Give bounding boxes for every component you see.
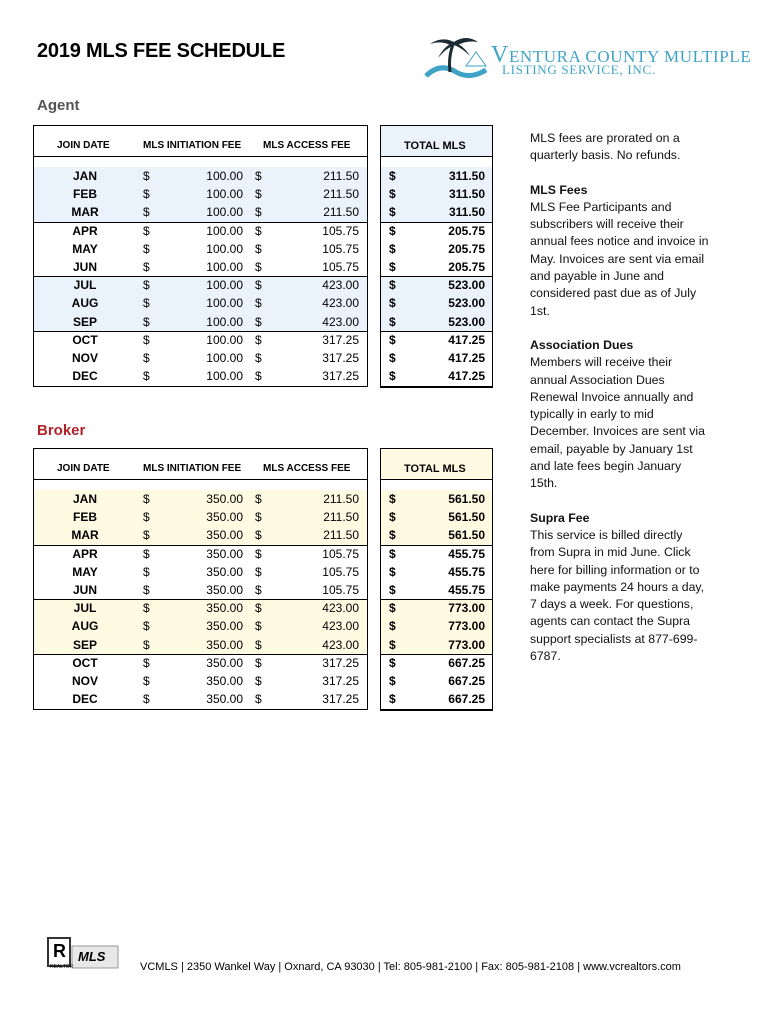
currency-sign: $	[255, 315, 262, 329]
join-month: SEP	[72, 315, 97, 329]
currency-sign: $	[255, 187, 262, 201]
access-fee-value: 211.50	[323, 205, 359, 219]
access-fee-value: 423.00	[322, 601, 359, 615]
currency-sign: $	[255, 205, 262, 219]
table-bottom	[380, 709, 493, 711]
access-fee-value: 211.50	[323, 528, 359, 542]
access-fee-value: 423.00	[322, 278, 359, 292]
join-month: JUN	[72, 260, 97, 274]
currency-sign: $	[143, 369, 150, 383]
currency-sign: $	[143, 224, 150, 238]
currency-sign: $	[389, 169, 396, 183]
table-row	[33, 691, 493, 709]
currency-sign: $	[143, 674, 150, 688]
initiation-fee-value: 350.00	[206, 601, 243, 615]
currency-sign: $	[255, 565, 262, 579]
currency-sign: $	[389, 315, 396, 329]
currency-sign: $	[143, 278, 150, 292]
initiation-fee-header: MLS INITIATION FEE	[143, 463, 242, 474]
table-row	[33, 637, 493, 655]
table-row	[33, 600, 493, 618]
table-row	[33, 509, 493, 527]
initiation-fee-value: 100.00	[206, 242, 243, 256]
currency-sign: $	[389, 692, 396, 706]
access-fee-value: 105.75	[322, 260, 359, 274]
currency-sign: $	[255, 260, 262, 274]
table-bottom	[33, 709, 368, 710]
table-row	[33, 259, 493, 277]
access-fee-value: 423.00	[322, 315, 359, 329]
join-month: DEC	[72, 369, 98, 383]
total-mls-value: 561.50	[448, 528, 485, 542]
table-row	[33, 350, 493, 368]
currency-sign: $	[389, 351, 396, 365]
initiation-fee-value: 350.00	[206, 547, 243, 561]
currency-sign: $	[389, 187, 396, 201]
initiation-fee-value: 350.00	[206, 565, 243, 579]
total-mls-value: 205.75	[448, 260, 485, 274]
access-fee-value: 105.75	[322, 583, 359, 597]
access-fee-value: 211.50	[323, 187, 359, 201]
currency-sign: $	[255, 619, 262, 633]
table-row	[33, 655, 493, 673]
currency-sign: $	[143, 638, 150, 652]
total-mls-value: 773.00	[448, 638, 485, 652]
initiation-fee-value: 100.00	[206, 351, 243, 365]
logo-name: VENTURA COUNTY MULTIPLE	[491, 42, 752, 68]
logo-subname: LISTING SERVICE, INC.	[502, 62, 656, 77]
currency-sign: $	[255, 296, 262, 310]
initiation-fee-value: 350.00	[206, 510, 243, 524]
access-fee-value: 211.50	[323, 169, 359, 183]
currency-sign: $	[389, 528, 396, 542]
initiation-fee-value: 350.00	[206, 692, 243, 706]
currency-sign: $	[389, 242, 396, 256]
table-row	[33, 564, 493, 582]
currency-sign: $	[389, 510, 396, 524]
currency-sign: $	[389, 205, 396, 219]
currency-sign: $	[143, 187, 150, 201]
currency-sign: $	[143, 510, 150, 524]
currency-sign: $	[389, 547, 396, 561]
table-row	[33, 618, 493, 636]
access-fee-value: 317.25	[322, 692, 359, 706]
currency-sign: $	[143, 205, 150, 219]
total-mls-value: 311.50	[448, 205, 485, 219]
header-divider	[33, 479, 368, 480]
currency-sign: $	[143, 333, 150, 347]
table-bottom	[380, 386, 493, 388]
currency-sign: $	[143, 565, 150, 579]
table-row	[33, 546, 493, 564]
initiation-fee-value: 100.00	[206, 260, 243, 274]
association-dues-text: Members will receive their annual Association Dues Renewal Invoice annually and typically in early to mid December. Invoices are sent via email, payable by January 1st and late fees begin January 15th.	[530, 355, 705, 491]
access-fee-value: 317.25	[322, 333, 359, 347]
currency-sign: $	[389, 638, 396, 652]
table-row	[33, 186, 493, 204]
currency-sign: $	[255, 224, 262, 238]
access-fee-value: 105.75	[322, 224, 359, 238]
currency-sign: $	[143, 656, 150, 670]
initiation-fee-value: 350.00	[206, 638, 243, 652]
initiation-fee-value: 350.00	[206, 619, 243, 633]
currency-sign: $	[143, 547, 150, 561]
currency-sign: $	[143, 351, 150, 365]
initiation-fee-value: 100.00	[206, 187, 243, 201]
supra-fee-text[interactable]: This service is billed directly from Supra in mid June. Click here for billing information or to make payments 24 hours a day, 7 days a week. For questions, agents can contact the Supra support specialists at 877-699-6787.	[530, 527, 705, 664]
currency-sign: $	[255, 492, 262, 506]
currency-sign: $	[255, 528, 262, 542]
table-row	[33, 204, 493, 222]
currency-sign: $	[389, 601, 396, 615]
initiation-fee-value: 100.00	[206, 369, 243, 383]
initiation-fee-header: MLS INITIATION FEE	[143, 140, 242, 151]
currency-sign: $	[255, 351, 262, 365]
currency-sign: $	[255, 169, 262, 183]
join-month: NOV	[71, 351, 98, 365]
currency-sign: $	[255, 583, 262, 597]
page-title: 2019 MLS FEE SCHEDULE	[37, 40, 286, 62]
currency-sign: $	[255, 547, 262, 561]
total-mls-header: TOTAL MLS	[404, 140, 466, 152]
access-fee-value: 211.50	[323, 492, 359, 506]
join-month: APR	[72, 224, 98, 238]
join-month: JAN	[72, 492, 97, 506]
currency-sign: $	[255, 601, 262, 615]
initiation-fee-value: 100.00	[206, 169, 243, 183]
table-row	[33, 368, 493, 386]
access-fee-value: 317.25	[322, 674, 359, 688]
table-row	[33, 277, 493, 295]
total-mls-value: 455.75	[448, 565, 485, 579]
currency-sign: $	[255, 674, 262, 688]
currency-sign: $	[143, 315, 150, 329]
broker-section-title: Broker	[37, 422, 86, 439]
join-month: DEC	[72, 692, 98, 706]
access-fee-value: 105.75	[322, 565, 359, 579]
total-mls-header: TOTAL MLS	[404, 463, 466, 475]
currency-sign: $	[389, 333, 396, 347]
header-divider	[380, 156, 493, 157]
mls-fees-heading: MLS Fees	[530, 182, 588, 197]
access-fee-value: 211.50	[323, 510, 359, 524]
initiation-fee-value: 350.00	[206, 492, 243, 506]
currency-sign: $	[143, 492, 150, 506]
currency-sign: $	[389, 224, 396, 238]
total-mls-value: 667.25	[448, 674, 485, 688]
initiation-fee-value: 100.00	[206, 278, 243, 292]
total-mls-value: 417.25	[448, 333, 485, 347]
access-fee-value: 423.00	[322, 296, 359, 310]
join-month: FEB	[73, 510, 97, 524]
currency-sign: $	[255, 510, 262, 524]
fee-notes-sidebar	[530, 130, 710, 665]
access-fee-header: MLS ACCESS FEE	[263, 463, 351, 474]
table-row	[33, 582, 493, 600]
currency-sign: $	[255, 656, 262, 670]
initiation-fee-value: 100.00	[206, 205, 243, 219]
join-month: MAY	[72, 242, 98, 256]
mls-mark: MLS	[78, 949, 106, 964]
currency-sign: $	[255, 369, 262, 383]
access-fee-value: 423.00	[322, 619, 359, 633]
currency-sign: $	[389, 565, 396, 579]
join-month: AUG	[71, 619, 99, 633]
access-fee-value: 317.25	[322, 369, 359, 383]
total-mls-value: 205.75	[448, 242, 485, 256]
join-month: AUG	[71, 296, 99, 310]
total-mls-value: 417.25	[448, 351, 485, 365]
initiation-fee-value: 350.00	[206, 583, 243, 597]
total-mls-value: 523.00	[448, 296, 485, 310]
currency-sign: $	[143, 528, 150, 542]
table-row	[33, 223, 493, 241]
join-month: OCT	[72, 656, 98, 670]
currency-sign: $	[255, 638, 262, 652]
join-month: MAY	[72, 565, 98, 579]
join-month: APR	[72, 547, 98, 561]
join-month: JAN	[72, 169, 97, 183]
join-month: JUL	[73, 278, 97, 292]
access-fee-value: 423.00	[322, 638, 359, 652]
total-mls-value: 561.50	[448, 492, 485, 506]
initiation-fee-value: 100.00	[206, 315, 243, 329]
currency-sign: $	[143, 242, 150, 256]
table-row	[33, 314, 493, 332]
join-month: SEP	[72, 638, 97, 652]
total-mls-value: 311.50	[448, 169, 485, 183]
vcmls-logo	[420, 32, 752, 84]
total-mls-value: 455.75	[448, 583, 485, 597]
agent-fee-table	[33, 125, 493, 387]
table-row	[33, 332, 493, 350]
initiation-fee-value: 350.00	[206, 528, 243, 542]
initiation-fee-value: 100.00	[206, 333, 243, 347]
table-row	[33, 491, 493, 509]
table-row	[33, 527, 493, 545]
currency-sign: $	[255, 333, 262, 347]
header-divider	[33, 156, 368, 157]
realtor-word: REALTOR	[50, 964, 74, 970]
access-fee-value: 105.75	[322, 242, 359, 256]
table-row	[33, 168, 493, 186]
currency-sign: $	[143, 692, 150, 706]
total-mls-value: 773.00	[448, 601, 485, 615]
join-date-header: JOIN DATE	[57, 140, 110, 151]
join-date-header: JOIN DATE	[57, 463, 110, 474]
currency-sign: $	[389, 492, 396, 506]
access-fee-value: 105.75	[322, 547, 359, 561]
total-mls-value: 523.00	[448, 315, 485, 329]
table-bottom	[33, 386, 368, 387]
total-mls-value: 667.25	[448, 692, 485, 706]
currency-sign: $	[389, 656, 396, 670]
currency-sign: $	[389, 296, 396, 310]
proration-note: MLS fees are prorated on a quarterly basis. No refunds.	[530, 131, 681, 163]
currency-sign: $	[255, 242, 262, 256]
initiation-fee-value: 350.00	[206, 674, 243, 688]
join-month: JUN	[72, 583, 97, 597]
supra-fee-heading: Supra Fee	[530, 510, 590, 525]
join-month: MAR	[71, 205, 99, 219]
join-month: NOV	[71, 674, 98, 688]
total-mls-value: 311.50	[448, 187, 485, 201]
currency-sign: $	[255, 692, 262, 706]
join-month: JUL	[73, 601, 97, 615]
currency-sign: $	[389, 369, 396, 383]
table-row	[33, 241, 493, 259]
access-fee-value: 317.25	[322, 656, 359, 670]
contact-footer: VCMLS | 2350 Wankel Way | Oxnard, CA 93030 | Tel: 805-981-2100 | Fax: 805-981-2108 | www.vcrealtors.com	[140, 961, 681, 973]
currency-sign: $	[389, 583, 396, 597]
join-month: MAR	[71, 528, 99, 542]
table-row	[33, 295, 493, 313]
currency-sign: $	[143, 601, 150, 615]
currency-sign: $	[143, 260, 150, 274]
currency-sign: $	[389, 278, 396, 292]
access-fee-header: MLS ACCESS FEE	[263, 140, 351, 151]
total-mls-value: 561.50	[448, 510, 485, 524]
currency-sign: $	[143, 296, 150, 310]
access-fee-value: 317.25	[322, 351, 359, 365]
initiation-fee-value: 100.00	[206, 296, 243, 310]
total-mls-value: 667.25	[448, 656, 485, 670]
initiation-fee-value: 350.00	[206, 656, 243, 670]
currency-sign: $	[389, 619, 396, 633]
total-mls-value: 773.00	[448, 619, 485, 633]
realtor-r-mark: R	[53, 941, 66, 961]
join-month: FEB	[73, 187, 97, 201]
currency-sign: $	[389, 260, 396, 274]
currency-sign: $	[255, 278, 262, 292]
broker-fee-table	[33, 448, 493, 724]
initiation-fee-value: 100.00	[206, 224, 243, 238]
join-month: OCT	[72, 333, 98, 347]
total-mls-value: 205.75	[448, 224, 485, 238]
mls-fees-text: MLS Fee Participants and subscribers will receive their annual fees notice and invoice in May. Invoices are sent via email and payable in June and considered past due as of July 1st.	[530, 199, 709, 318]
realtor-mls-logo	[46, 936, 122, 976]
currency-sign: $	[143, 583, 150, 597]
total-mls-value: 455.75	[448, 547, 485, 561]
header-divider	[380, 479, 493, 480]
table-row	[33, 673, 493, 691]
palm-tree-icon	[420, 32, 492, 84]
currency-sign: $	[143, 169, 150, 183]
agent-section-title: Agent	[37, 97, 80, 114]
currency-sign: $	[389, 674, 396, 688]
total-mls-value: 417.25	[448, 369, 485, 383]
currency-sign: $	[143, 619, 150, 633]
total-mls-value: 523.00	[448, 278, 485, 292]
association-dues-heading: Association Dues	[530, 337, 634, 352]
